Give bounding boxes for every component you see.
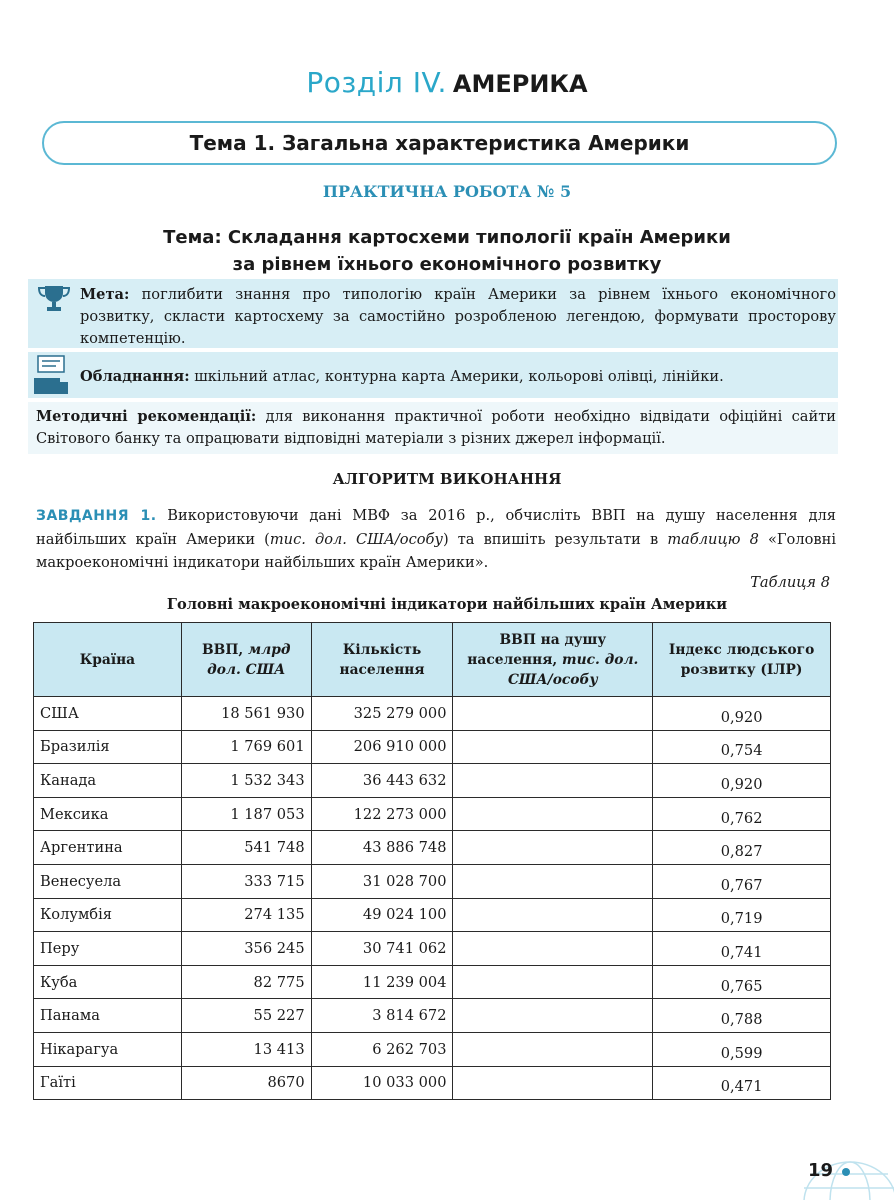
cell-country: Гаїті bbox=[34, 1066, 182, 1100]
cell-country: США bbox=[34, 697, 182, 731]
header-country: Країна bbox=[34, 623, 182, 697]
cell-gdp: 356 245 bbox=[181, 932, 311, 966]
cell-gdp: 333 715 bbox=[181, 864, 311, 898]
header-gdp bbox=[181, 623, 311, 697]
cell-hdi: 0,765 bbox=[653, 965, 831, 999]
table-number: Таблиця 8 bbox=[750, 574, 830, 591]
cell-population: 43 886 748 bbox=[311, 831, 453, 865]
cell-gdp-per-capita[interactable] bbox=[453, 1032, 653, 1066]
cell-gdp: 13 413 bbox=[181, 1032, 311, 1066]
method-text bbox=[36, 406, 836, 450]
cell-gdp: 541 748 bbox=[181, 831, 311, 865]
table-row bbox=[34, 898, 831, 932]
cell-gdp-per-capita[interactable] bbox=[453, 764, 653, 798]
trophy-icon bbox=[36, 283, 72, 313]
cell-population: 6 262 703 bbox=[311, 1032, 453, 1066]
cell-country: Аргентина bbox=[34, 831, 182, 865]
cell-population: 36 443 632 bbox=[311, 764, 453, 798]
cell-country: Нікарагуа bbox=[34, 1032, 182, 1066]
section-title bbox=[0, 66, 894, 99]
cell-gdp: 55 227 bbox=[181, 999, 311, 1033]
cell-gdp: 274 135 bbox=[181, 898, 311, 932]
equipment-icon bbox=[30, 352, 72, 398]
cell-hdi: 0,827 bbox=[653, 831, 831, 865]
equipment-body: шкільний атлас, контурна карта Америки, кольорові олівці, лінійки. bbox=[194, 368, 724, 385]
header-gdp-pc-a: ВВП на душу населення, bbox=[467, 631, 607, 668]
cell-gdp-per-capita[interactable] bbox=[453, 797, 653, 831]
cell-hdi: 0,719 bbox=[653, 898, 831, 932]
cell-gdp-per-capita[interactable] bbox=[453, 932, 653, 966]
theme-line-2: за рівнем їхнього економічного розвитку bbox=[232, 254, 662, 275]
cell-population: 11 239 004 bbox=[311, 965, 453, 999]
task-1-text-b: ) та впишіть результати в bbox=[442, 531, 668, 548]
header-gdp-b: млрд дол. США bbox=[207, 641, 291, 678]
cell-hdi: 0,762 bbox=[653, 797, 831, 831]
theme-line-1: Тема: Складання картосхеми типології країн Америки bbox=[163, 227, 731, 248]
cell-population: 206 910 000 bbox=[311, 730, 453, 764]
cell-gdp-per-capita[interactable] bbox=[453, 1066, 653, 1100]
cell-gdp-per-capita[interactable] bbox=[453, 898, 653, 932]
table-header-row bbox=[34, 623, 831, 697]
cell-population: 122 273 000 bbox=[311, 797, 453, 831]
cell-gdp-per-capita[interactable] bbox=[453, 831, 653, 865]
page-number-dot bbox=[842, 1168, 850, 1176]
indicators-table bbox=[33, 622, 831, 1100]
cell-hdi: 0,920 bbox=[653, 697, 831, 731]
table-row bbox=[34, 932, 831, 966]
cell-population: 3 814 672 bbox=[311, 999, 453, 1033]
page-number: 19 bbox=[808, 1160, 834, 1181]
table-row bbox=[34, 764, 831, 798]
header-gdp-a: ВВП, bbox=[202, 641, 248, 658]
cell-hdi: 0,920 bbox=[653, 764, 831, 798]
table-row bbox=[34, 730, 831, 764]
cell-hdi: 0,599 bbox=[653, 1032, 831, 1066]
cell-hdi: 0,741 bbox=[653, 932, 831, 966]
task-1-table-ref: таблицю 8 bbox=[667, 531, 759, 548]
topic-banner: Тема 1. Загальна характеристика Америки bbox=[42, 121, 837, 165]
cell-population: 10 033 000 bbox=[311, 1066, 453, 1100]
table-row bbox=[34, 697, 831, 731]
cell-country: Мексика bbox=[34, 797, 182, 831]
cell-gdp: 1 769 601 bbox=[181, 730, 311, 764]
section-name: АМЕРИКА bbox=[452, 70, 588, 98]
cell-gdp: 18 561 930 bbox=[181, 697, 311, 731]
header-gdp-pc-b: тис. дол. США/особу bbox=[507, 651, 639, 688]
cell-country: Панама bbox=[34, 999, 182, 1033]
cell-gdp-per-capita[interactable] bbox=[453, 999, 653, 1033]
algorithm-title: АЛГОРИТМ ВИКОНАННЯ bbox=[332, 470, 562, 488]
section-part: Розділ IV. bbox=[306, 66, 447, 99]
table-row bbox=[34, 1066, 831, 1100]
cell-gdp: 1 532 343 bbox=[181, 764, 311, 798]
task-1-units: тис. дол. США/особу bbox=[269, 531, 443, 548]
cell-country: Куба bbox=[34, 965, 182, 999]
task-1-label: ЗАВДАННЯ 1. bbox=[36, 508, 157, 524]
table-title: Головні макроекономічні індикатори найбільших країн Америки bbox=[166, 596, 728, 613]
practical-work-title: ПРАКТИЧНА РОБОТА № 5 bbox=[322, 182, 572, 201]
cell-population: 49 024 100 bbox=[311, 898, 453, 932]
cell-population: 325 279 000 bbox=[311, 697, 453, 731]
table-row bbox=[34, 999, 831, 1033]
practical-theme bbox=[0, 224, 894, 278]
cell-gdp-per-capita[interactable] bbox=[453, 864, 653, 898]
cell-hdi: 0,754 bbox=[653, 730, 831, 764]
cell-hdi: 0,767 bbox=[653, 864, 831, 898]
equipment-label: Обладнання: bbox=[80, 368, 190, 385]
cell-country: Венесуела bbox=[34, 864, 182, 898]
equipment-text bbox=[80, 366, 836, 388]
goal-body: поглибити знання про типологію країн Америки за рівнем їхнього економічного розвитку, скласти картосхему за самостійно розробленою легендою, формувати просторову компетенцію. bbox=[80, 286, 836, 347]
cell-gdp-per-capita[interactable] bbox=[453, 697, 653, 731]
cell-gdp: 1 187 053 bbox=[181, 797, 311, 831]
header-hdi: Індекс людського розвитку (ІЛР) bbox=[653, 623, 831, 697]
cell-population: 30 741 062 bbox=[311, 932, 453, 966]
task-1-text-a: Використовуючи дані МВФ за 2016 р., обчисліть ВВП на душу населення для найбільших країн Америки ( bbox=[36, 507, 836, 548]
cell-gdp-per-capita[interactable] bbox=[453, 730, 653, 764]
goal-text bbox=[80, 284, 836, 350]
header-population: Кількість населення bbox=[311, 623, 453, 697]
cell-gdp: 8670 bbox=[181, 1066, 311, 1100]
cell-country: Перу bbox=[34, 932, 182, 966]
cell-country: Канада bbox=[34, 764, 182, 798]
cell-hdi: 0,788 bbox=[653, 999, 831, 1033]
task-1 bbox=[36, 504, 836, 574]
table-row bbox=[34, 797, 831, 831]
method-body: для виконання практичної роботи необхідно відвідати офіційні сайти Світового банку та опрацювати відповідні матеріали з різних джерел інформації. bbox=[36, 408, 836, 447]
task-1-text-c: «Головні макроекономічні індикатори найбільших країн Америки». bbox=[36, 531, 836, 571]
cell-gdp: 82 775 bbox=[181, 965, 311, 999]
table-row bbox=[34, 965, 831, 999]
cell-gdp-per-capita[interactable] bbox=[453, 965, 653, 999]
method-label: Методичні рекомендації: bbox=[36, 408, 257, 425]
cell-country: Бразилія bbox=[34, 730, 182, 764]
table-row bbox=[34, 1032, 831, 1066]
table-row bbox=[34, 864, 831, 898]
table-row bbox=[34, 831, 831, 865]
cell-hdi: 0,471 bbox=[653, 1066, 831, 1100]
goal-label: Мета: bbox=[80, 286, 130, 303]
header-gdp-per-capita bbox=[453, 623, 653, 697]
cell-country: Колумбія bbox=[34, 898, 182, 932]
cell-population: 31 028 700 bbox=[311, 864, 453, 898]
